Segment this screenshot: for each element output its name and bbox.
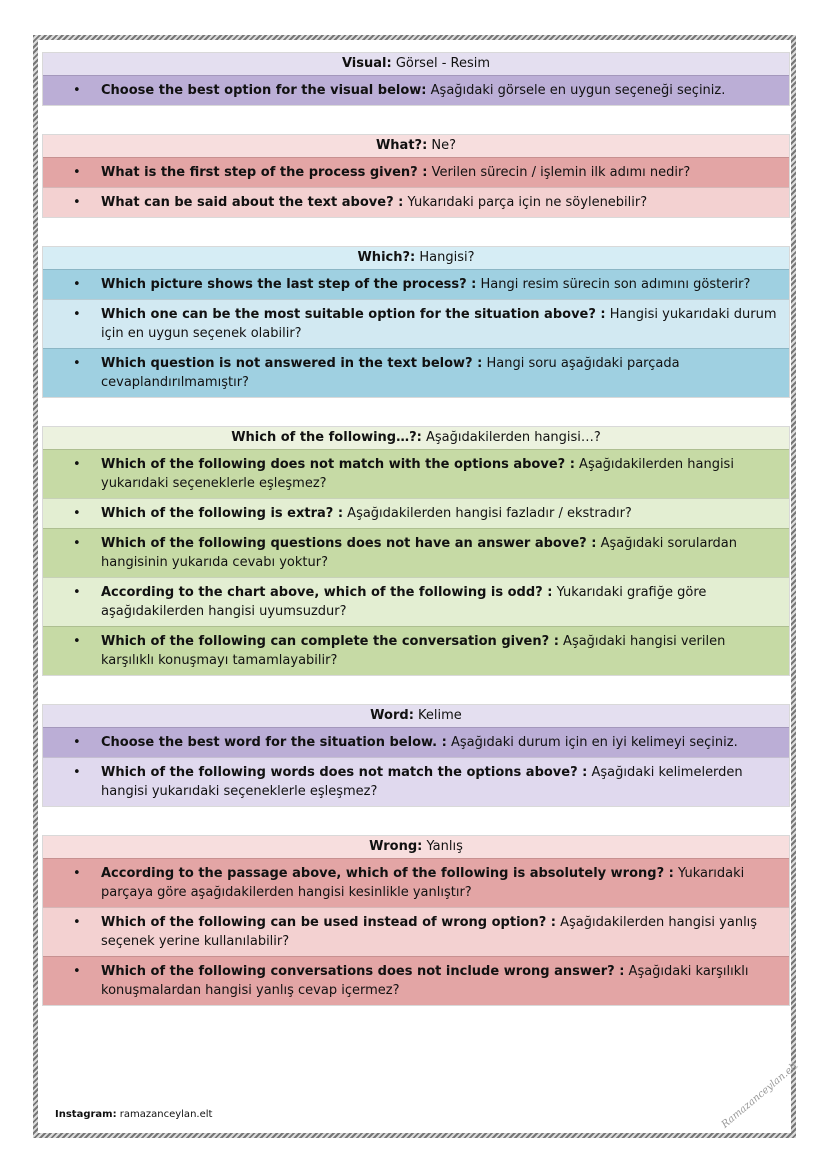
list-item: [43, 907, 789, 956]
bullet-icon: •: [73, 915, 81, 930]
section-keyword: What?:: [375, 138, 428, 153]
english-phrase: Which one can be the most suitable option for the situation above? :: [101, 307, 606, 322]
item-text: [101, 275, 750, 294]
section-header: [43, 53, 789, 75]
turkish-translation: Hangisi yukarıdaki durum için en uygun seçenek olabilir?: [101, 307, 777, 341]
section-header: [43, 705, 789, 727]
vocabulary-sheet: [42, 52, 790, 1034]
item-text: [101, 534, 779, 572]
section-keyword: Which of the following…?:: [231, 430, 422, 445]
section-translation: Hangisi?: [419, 250, 475, 265]
section-keyword: Which?:: [357, 250, 416, 265]
watermark: Ramazanceylan.elt: [719, 1060, 801, 1131]
section: [42, 704, 790, 807]
list-item: [43, 449, 789, 498]
list-item: [43, 577, 789, 626]
bullet-icon: •: [73, 83, 81, 98]
turkish-translation: Aşağıdaki durum için en iyi kelimeyi seçiniz.: [450, 735, 738, 750]
turkish-translation: Aşağıdaki hangisi verilen karşılıklı konuşmayı tamamlayabilir?: [101, 634, 726, 668]
section-translation: Yanlış: [426, 839, 463, 854]
section-keyword: Word:: [370, 708, 414, 723]
english-phrase: Which of the following does not match with the options above? :: [101, 457, 575, 472]
section-keyword: Wrong:: [369, 839, 423, 854]
list-item: [43, 858, 789, 907]
list-item: [43, 757, 789, 806]
section: [42, 52, 790, 106]
list-item: [43, 299, 789, 348]
item-text: [101, 81, 725, 100]
bullet-icon: •: [73, 866, 81, 881]
item-text: [101, 962, 779, 1000]
bullet-icon: •: [73, 457, 81, 472]
english-phrase: According to the passage above, which of the following is absolutely wrong? :: [101, 866, 674, 881]
english-phrase: Choose the best option for the visual below:: [101, 83, 427, 98]
bullet-icon: •: [73, 634, 81, 649]
list-item: [43, 528, 789, 577]
item-text: [101, 193, 647, 212]
item-text: [101, 163, 690, 182]
instagram-credit: [55, 1109, 212, 1120]
turkish-translation: Aşağıdaki sorulardan hangisinin yukarıda cevabı yoktur?: [101, 536, 738, 570]
turkish-translation: Aşağıdaki karşılıklı konuşmalardan hangisi yanlış cevap içermez?: [101, 964, 749, 998]
bullet-icon: •: [73, 585, 81, 600]
turkish-translation: Aşağıdakilerden hangisi fazladır / ekstradır?: [347, 506, 632, 521]
section-translation: Görsel - Resim: [395, 56, 491, 71]
section-header: [43, 427, 789, 449]
bullet-icon: •: [73, 536, 81, 551]
section-translation: Ne?: [431, 138, 457, 153]
section: [42, 426, 790, 676]
item-text: [101, 354, 779, 392]
section-translation: Kelime: [418, 708, 462, 723]
bullet-icon: •: [73, 165, 81, 180]
footer-label: Instagram:: [55, 1109, 117, 1120]
section: [42, 246, 790, 398]
english-phrase: Which of the following conversations does not include wrong answer? :: [101, 964, 625, 979]
list-item: [43, 187, 789, 217]
item-text: [101, 864, 779, 902]
turkish-translation: Aşağıdakilerden hangisi yukarıdaki seçeneklerle eşleşmez?: [101, 457, 734, 491]
turkish-translation: Verilen sürecin / işlemin ilk adımı nedir?: [431, 165, 691, 180]
turkish-translation: Yukarıdaki grafiğe göre aşağıdakilerden hangisi uyumsuzdur?: [101, 585, 707, 619]
section-header: [43, 247, 789, 269]
english-phrase: According to the chart above, which of the following is odd? :: [101, 585, 553, 600]
list-item: [43, 498, 789, 528]
bullet-icon: •: [73, 735, 81, 750]
turkish-translation: Aşağıdaki görsele en uygun seçeneği seçiniz.: [430, 83, 726, 98]
item-text: [101, 455, 779, 493]
footer-handle: ramazanceylan.elt: [119, 1109, 213, 1120]
item-text: [101, 733, 738, 752]
section: [42, 835, 790, 1006]
item-text: [101, 305, 779, 343]
section-header: [43, 135, 789, 157]
english-phrase: Which of the following words does not match the options above? :: [101, 765, 588, 780]
bullet-icon: •: [73, 964, 81, 979]
list-item: [43, 269, 789, 299]
bullet-icon: •: [73, 195, 81, 210]
english-phrase: Which of the following can complete the conversation given? :: [101, 634, 559, 649]
item-text: [101, 504, 632, 523]
turkish-translation: Yukarıdaki parçaya göre aşağıdakilerden hangisi kesinlikle yanlıştır?: [101, 866, 745, 900]
item-text: [101, 583, 779, 621]
item-text: [101, 913, 779, 951]
english-phrase: Which of the following is extra? :: [101, 506, 344, 521]
english-phrase: What can be said about the text above? :: [101, 195, 404, 210]
english-phrase: Which of the following can be used instead of wrong option? :: [101, 915, 556, 930]
list-item: [43, 626, 789, 675]
turkish-translation: Aşağıdakilerden hangisi yanlış seçenek yerine kullanılabilir?: [101, 915, 758, 949]
list-item: [43, 348, 789, 397]
bullet-icon: •: [73, 307, 81, 322]
english-phrase: Which of the following questions does not have an answer above? :: [101, 536, 597, 551]
bullet-icon: •: [73, 277, 81, 292]
english-phrase: Which question is not answered in the text below? :: [101, 356, 483, 371]
list-item: [43, 75, 789, 105]
section-header: [43, 836, 789, 858]
bullet-icon: •: [73, 356, 81, 371]
item-text: [101, 763, 779, 801]
english-phrase: Which picture shows the last step of the process? :: [101, 277, 477, 292]
section-translation: Aşağıdakilerden hangisi…?: [426, 430, 601, 445]
list-item: [43, 157, 789, 187]
turkish-translation: Aşağıdaki kelimelerden hangisi yukarıdaki seçeneklerle eşleşmez?: [101, 765, 743, 799]
turkish-translation: Hangi resim sürecin son adımını gösterir?: [480, 277, 751, 292]
item-text: [101, 632, 779, 670]
list-item: [43, 727, 789, 757]
english-phrase: What is the first step of the process given? :: [101, 165, 428, 180]
section-keyword: Visual:: [341, 56, 392, 71]
turkish-translation: Hangi soru aşağıdaki parçada cevaplandırılmamıştır?: [101, 356, 680, 390]
list-item: [43, 956, 789, 1005]
turkish-translation: Yukarıdaki parça için ne söylenebilir?: [407, 195, 648, 210]
section: [42, 134, 790, 218]
english-phrase: Choose the best word for the situation below. :: [101, 735, 447, 750]
bullet-icon: •: [73, 765, 81, 780]
bullet-icon: •: [73, 506, 81, 521]
